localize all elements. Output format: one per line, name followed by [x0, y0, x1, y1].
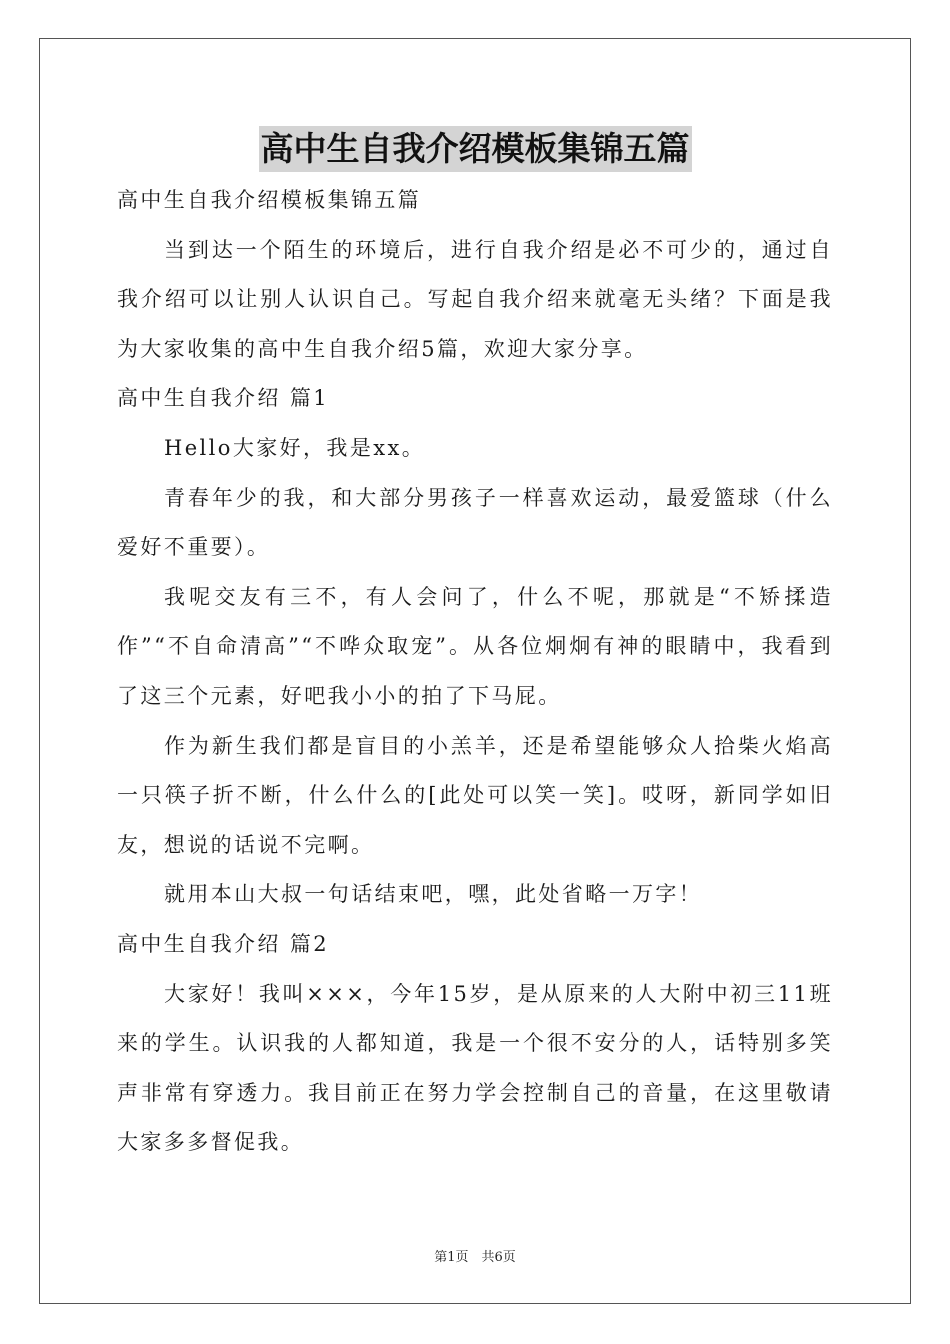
document-title: 高中生自我介绍模板集锦五篇 — [259, 126, 692, 172]
intro-heading: 高中生自我介绍模板集锦五篇 — [117, 188, 422, 212]
section-heading-2: 高中生自我介绍 篇2 — [117, 931, 330, 956]
document-body — [117, 176, 833, 1168]
paragraph-closing: 就用本山大叔一句话结束吧，嘿，此处省略一万字！ — [164, 882, 703, 907]
paragraph-greeting: Hello大家好，我是xx。 — [164, 435, 426, 460]
paragraph-friends: 我呢交友有三不，有人会问了，什么不呢，那就是“不矫揉造作”“不自命清高”“不哗众取宠”。从各位炯炯有神的眼睛中，我看到了这三个元素，好吧我小小的拍了下马屁。 — [117, 584, 833, 708]
paragraph-newcomer: 作为新生我们都是盲目的小羔羊，还是希望能够众人拾柴火焰高一只筷子折不断，什么什么的[此处可以笑一笑]。哎呀，新同学如旧友，想说的话说不完啊。 — [117, 733, 833, 857]
section-heading-1: 高中生自我介绍 篇1 — [117, 386, 330, 411]
page-number: 第1页 共6页 — [434, 1250, 516, 1265]
paragraph-intro-2: 大家好！我叫×××，今年15岁，是从原来的人大附中初三11班来的学生。认识我的人都知道，我是一个很不安分的人，话特别多笑声非常有穿透力。我目前正在努力学会控制自己的音量，在这里敬请大家多多督促我。 — [117, 981, 833, 1155]
title-area — [0, 126, 950, 172]
intro-paragraph: 当到达一个陌生的环境后，进行自我介绍是必不可少的，通过自我介绍可以让别人认识自己。写起自我介绍来就毫无头绪？下面是我为大家收集的高中生自我介绍5篇，欢迎大家分享。 — [117, 237, 833, 361]
paragraph-hobby: 青春年少的我，和大部分男孩子一样喜欢运动，最爱篮球（什么爱好不重要）。 — [117, 485, 833, 560]
